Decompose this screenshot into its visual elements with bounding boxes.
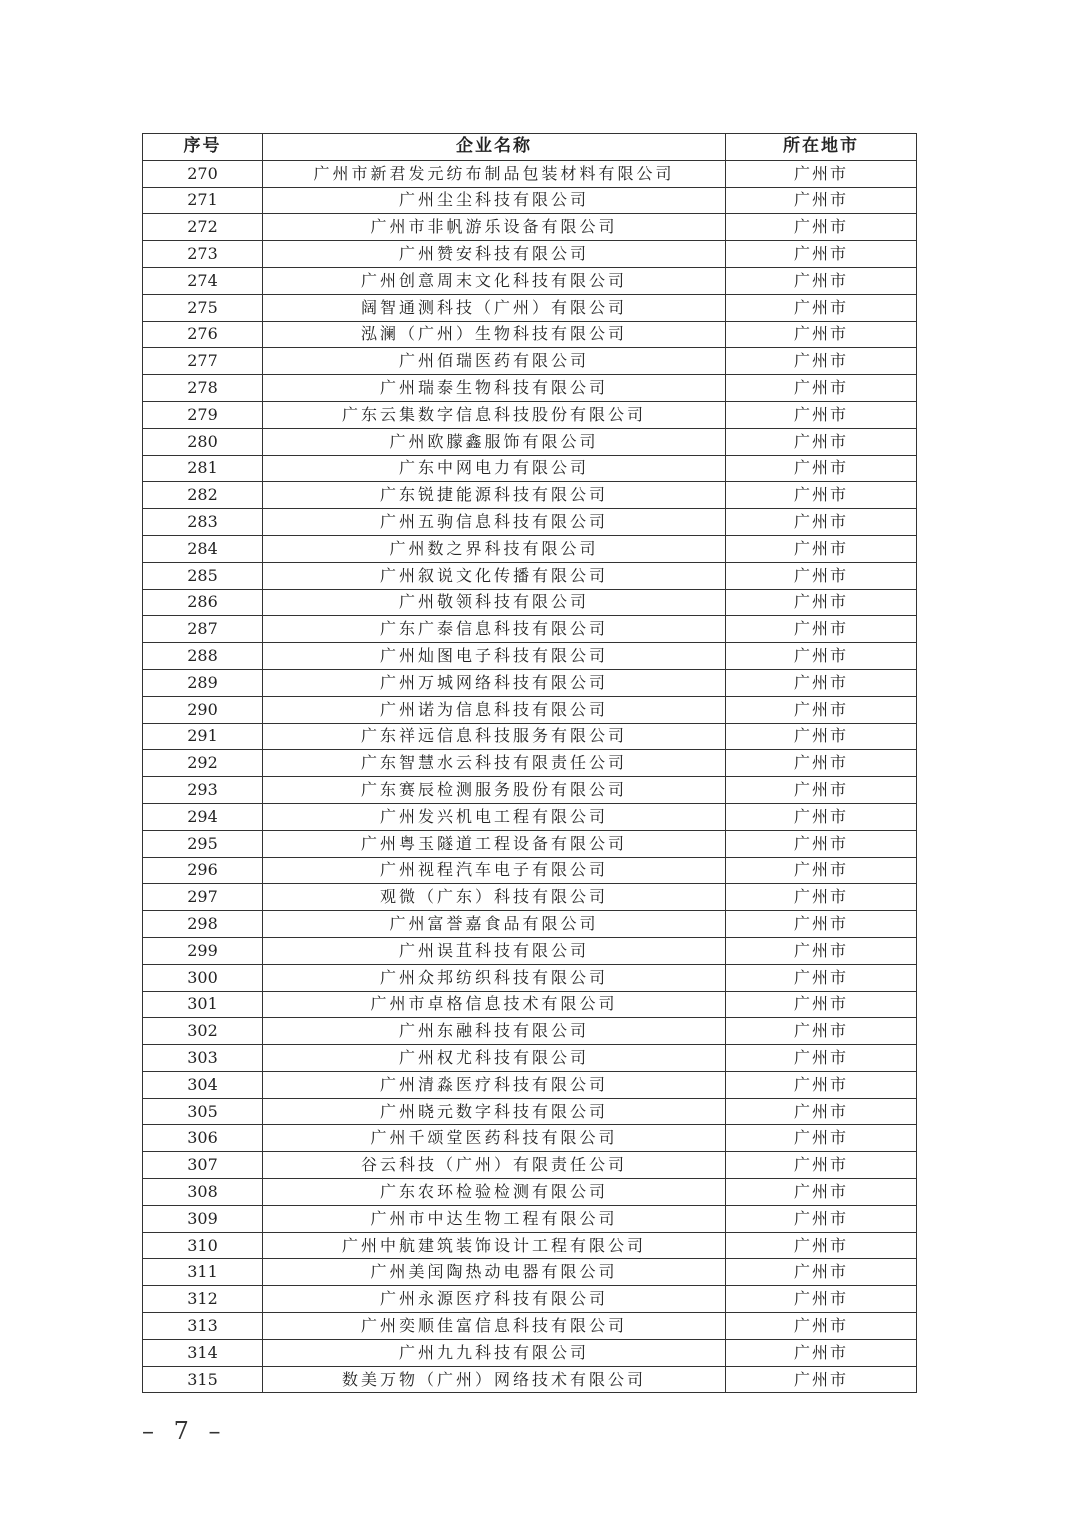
- table-row: [143, 294, 917, 321]
- cell-serial-number: 270: [143, 160, 263, 187]
- cell-city: 广州市: [726, 669, 917, 696]
- table-row: [143, 1366, 917, 1393]
- cell-serial-number: 298: [143, 911, 263, 938]
- cell-city: 广州市: [726, 455, 917, 482]
- table-row: [143, 241, 917, 268]
- table-row: [143, 669, 917, 696]
- cell-serial-number: 312: [143, 1286, 263, 1313]
- table-row: [143, 643, 917, 670]
- cell-company-name: 广州万城网络科技有限公司: [263, 669, 726, 696]
- cell-serial-number: 302: [143, 1018, 263, 1045]
- table-row: [143, 1098, 917, 1125]
- cell-serial-number: 290: [143, 696, 263, 723]
- cell-city: 广州市: [726, 267, 917, 294]
- cell-company-name: 广州粤玉隧道工程设备有限公司: [263, 830, 726, 857]
- cell-serial-number: 273: [143, 241, 263, 268]
- cell-city: 广州市: [726, 1098, 917, 1125]
- table-row: [143, 1125, 917, 1152]
- table-row: [143, 1232, 917, 1259]
- cell-company-name: 广州创意周末文化科技有限公司: [263, 267, 726, 294]
- table-row: [143, 455, 917, 482]
- table-row: [143, 937, 917, 964]
- cell-company-name: 广州奕顺佳富信息科技有限公司: [263, 1313, 726, 1340]
- cell-city: 广州市: [726, 750, 917, 777]
- cell-company-name: 广州误苴科技有限公司: [263, 937, 726, 964]
- cell-serial-number: 275: [143, 294, 263, 321]
- table-row: [143, 509, 917, 536]
- cell-city: 广州市: [726, 482, 917, 509]
- cell-city: 广州市: [726, 777, 917, 804]
- cell-company-name: 广东赛辰检测服务股份有限公司: [263, 777, 726, 804]
- cell-company-name: 广州五驹信息科技有限公司: [263, 509, 726, 536]
- cell-company-name: 广州中航建筑装饰设计工程有限公司: [263, 1232, 726, 1259]
- cell-serial-number: 280: [143, 428, 263, 455]
- table-row: [143, 750, 917, 777]
- cell-serial-number: 294: [143, 803, 263, 830]
- cell-city: 广州市: [726, 562, 917, 589]
- cell-serial-number: 303: [143, 1045, 263, 1072]
- table-row: [143, 1339, 917, 1366]
- cell-company-name: 广州市新君发元纺布制品包装材料有限公司: [263, 160, 726, 187]
- cell-company-name: 广州佰瑞医药有限公司: [263, 348, 726, 375]
- table-row: [143, 375, 917, 402]
- cell-company-name: 观微（广东）科技有限公司: [263, 884, 726, 911]
- cell-city: 广州市: [726, 857, 917, 884]
- cell-serial-number: 308: [143, 1179, 263, 1206]
- table-row: [143, 160, 917, 187]
- cell-company-name: 广州东融科技有限公司: [263, 1018, 726, 1045]
- cell-serial-number: 279: [143, 401, 263, 428]
- cell-company-name: 广州美闰陶热动电器有限公司: [263, 1259, 726, 1286]
- cell-city: 广州市: [726, 160, 917, 187]
- cell-serial-number: 289: [143, 669, 263, 696]
- cell-company-name: 广州欧朦鑫服饰有限公司: [263, 428, 726, 455]
- cell-city: 广州市: [726, 187, 917, 214]
- table-row: [143, 696, 917, 723]
- table-row: [143, 428, 917, 455]
- cell-serial-number: 284: [143, 535, 263, 562]
- cell-company-name: 广州瑞泰生物科技有限公司: [263, 375, 726, 402]
- table-header-row: [143, 134, 917, 161]
- cell-city: 广州市: [726, 643, 917, 670]
- cell-company-name: 谷云科技（广州）有限责任公司: [263, 1152, 726, 1179]
- cell-serial-number: 305: [143, 1098, 263, 1125]
- cell-serial-number: 287: [143, 616, 263, 643]
- table-row: [143, 857, 917, 884]
- cell-serial-number: 276: [143, 321, 263, 348]
- cell-company-name: 广东农环检验检测有限公司: [263, 1179, 726, 1206]
- cell-company-name: 广州众邦纺织科技有限公司: [263, 964, 726, 991]
- cell-city: 广州市: [726, 1125, 917, 1152]
- cell-city: 广州市: [726, 294, 917, 321]
- cell-company-name: 广州尘尘科技有限公司: [263, 187, 726, 214]
- cell-serial-number: 310: [143, 1232, 263, 1259]
- cell-city: 广州市: [726, 1339, 917, 1366]
- table-row: [143, 777, 917, 804]
- cell-serial-number: 300: [143, 964, 263, 991]
- cell-serial-number: 285: [143, 562, 263, 589]
- cell-city: 广州市: [726, 1045, 917, 1072]
- cell-serial-number: 286: [143, 589, 263, 616]
- cell-company-name: 广州市非帆游乐设备有限公司: [263, 214, 726, 241]
- table-row: [143, 964, 917, 991]
- cell-company-name: 广州永源医疗科技有限公司: [263, 1286, 726, 1313]
- cell-city: 广州市: [726, 321, 917, 348]
- cell-serial-number: 304: [143, 1071, 263, 1098]
- cell-serial-number: 278: [143, 375, 263, 402]
- cell-company-name: 广州九九科技有限公司: [263, 1339, 726, 1366]
- table-row: [143, 616, 917, 643]
- table-row: [143, 1018, 917, 1045]
- cell-city: 广州市: [726, 830, 917, 857]
- cell-company-name: 广州市中达生物工程有限公司: [263, 1205, 726, 1232]
- cell-serial-number: 299: [143, 937, 263, 964]
- table-row: [143, 911, 917, 938]
- cell-city: 广州市: [726, 911, 917, 938]
- cell-serial-number: 306: [143, 1125, 263, 1152]
- cell-company-name: 广州清淼医疗科技有限公司: [263, 1071, 726, 1098]
- cell-city: 广州市: [726, 964, 917, 991]
- table-row: [143, 1313, 917, 1340]
- cell-city: 广州市: [726, 1313, 917, 1340]
- cell-serial-number: 295: [143, 830, 263, 857]
- cell-city: 广州市: [726, 723, 917, 750]
- cell-city: 广州市: [726, 1232, 917, 1259]
- cell-city: 广州市: [726, 535, 917, 562]
- cell-city: 广州市: [726, 1018, 917, 1045]
- table-row: [143, 830, 917, 857]
- table-row: [143, 991, 917, 1018]
- cell-serial-number: 277: [143, 348, 263, 375]
- table-row: [143, 482, 917, 509]
- cell-city: 广州市: [726, 375, 917, 402]
- cell-city: 广州市: [726, 1179, 917, 1206]
- table-row: [143, 723, 917, 750]
- cell-serial-number: 271: [143, 187, 263, 214]
- cell-company-name: 广东锐捷能源科技有限公司: [263, 482, 726, 509]
- table-row: [143, 1286, 917, 1313]
- cell-serial-number: 274: [143, 267, 263, 294]
- cell-serial-number: 313: [143, 1313, 263, 1340]
- cell-serial-number: 281: [143, 455, 263, 482]
- cell-serial-number: 292: [143, 750, 263, 777]
- cell-serial-number: 297: [143, 884, 263, 911]
- cell-serial-number: 293: [143, 777, 263, 804]
- cell-city: 广州市: [726, 428, 917, 455]
- cell-city: 广州市: [726, 1152, 917, 1179]
- cell-city: 广州市: [726, 214, 917, 241]
- cell-city: 广州市: [726, 1205, 917, 1232]
- cell-city: 广州市: [726, 696, 917, 723]
- cell-company-name: 广州权尤科技有限公司: [263, 1045, 726, 1072]
- cell-city: 广州市: [726, 1286, 917, 1313]
- table-body: [143, 160, 917, 1393]
- table-row: [143, 1152, 917, 1179]
- cell-company-name: 广州千颂堂医药科技有限公司: [263, 1125, 726, 1152]
- table-row: [143, 562, 917, 589]
- table-row: [143, 535, 917, 562]
- table-row: [143, 1071, 917, 1098]
- cell-city: 广州市: [726, 1071, 917, 1098]
- cell-city: 广州市: [726, 241, 917, 268]
- cell-city: 广州市: [726, 991, 917, 1018]
- cell-company-name: 广州敬领科技有限公司: [263, 589, 726, 616]
- cell-city: 广州市: [726, 401, 917, 428]
- cell-serial-number: 283: [143, 509, 263, 536]
- cell-serial-number: 272: [143, 214, 263, 241]
- cell-company-name: 广州晓元数字科技有限公司: [263, 1098, 726, 1125]
- cell-serial-number: 314: [143, 1339, 263, 1366]
- cell-city: 广州市: [726, 1366, 917, 1393]
- cell-company-name: 广州市卓格信息技术有限公司: [263, 991, 726, 1018]
- cell-company-name: 泓澜（广州）生物科技有限公司: [263, 321, 726, 348]
- cell-company-name: 数美万物（广州）网络技术有限公司: [263, 1366, 726, 1393]
- table-row: [143, 348, 917, 375]
- cell-serial-number: 301: [143, 991, 263, 1018]
- page-number: – 7 –: [142, 1417, 227, 1445]
- cell-city: 广州市: [726, 616, 917, 643]
- cell-serial-number: 296: [143, 857, 263, 884]
- cell-serial-number: 311: [143, 1259, 263, 1286]
- cell-city: 广州市: [726, 348, 917, 375]
- table-row: [143, 187, 917, 214]
- cell-city: 广州市: [726, 509, 917, 536]
- cell-city: 广州市: [726, 937, 917, 964]
- table-row: [143, 1259, 917, 1286]
- company-list-table: [142, 133, 917, 1393]
- table-row: [143, 267, 917, 294]
- cell-serial-number: 315: [143, 1366, 263, 1393]
- cell-company-name: 广州叙说文化传播有限公司: [263, 562, 726, 589]
- cell-company-name: 广州发兴机电工程有限公司: [263, 803, 726, 830]
- table-row: [143, 589, 917, 616]
- cell-company-name: 广东广泰信息科技有限公司: [263, 616, 726, 643]
- cell-company-name: 广州诺为信息科技有限公司: [263, 696, 726, 723]
- cell-company-name: 广东祥远信息科技服务有限公司: [263, 723, 726, 750]
- cell-company-name: 广州视程汽车电子有限公司: [263, 857, 726, 884]
- table-row: [143, 884, 917, 911]
- cell-company-name: 广东云集数字信息科技股份有限公司: [263, 401, 726, 428]
- cell-serial-number: 282: [143, 482, 263, 509]
- cell-company-name: 广州富誉嘉食品有限公司: [263, 911, 726, 938]
- table-row: [143, 1179, 917, 1206]
- table-row: [143, 214, 917, 241]
- cell-serial-number: 288: [143, 643, 263, 670]
- cell-city: 广州市: [726, 589, 917, 616]
- cell-company-name: 广东智慧水云科技有限责任公司: [263, 750, 726, 777]
- table-row: [143, 1045, 917, 1072]
- cell-company-name: 广州灿图电子科技有限公司: [263, 643, 726, 670]
- header-city: 所在地市: [726, 134, 917, 161]
- cell-city: 广州市: [726, 803, 917, 830]
- cell-company-name: 广东中网电力有限公司: [263, 455, 726, 482]
- cell-city: 广州市: [726, 1259, 917, 1286]
- cell-company-name: 阔智通测科技（广州）有限公司: [263, 294, 726, 321]
- cell-city: 广州市: [726, 884, 917, 911]
- cell-serial-number: 309: [143, 1205, 263, 1232]
- table-row: [143, 321, 917, 348]
- header-serial-number: 序号: [143, 134, 263, 161]
- cell-serial-number: 307: [143, 1152, 263, 1179]
- header-company-name: 企业名称: [263, 134, 726, 161]
- table-row: [143, 803, 917, 830]
- table-row: [143, 401, 917, 428]
- table-row: [143, 1205, 917, 1232]
- cell-company-name: 广州赞安科技有限公司: [263, 241, 726, 268]
- cell-serial-number: 291: [143, 723, 263, 750]
- cell-company-name: 广州数之界科技有限公司: [263, 535, 726, 562]
